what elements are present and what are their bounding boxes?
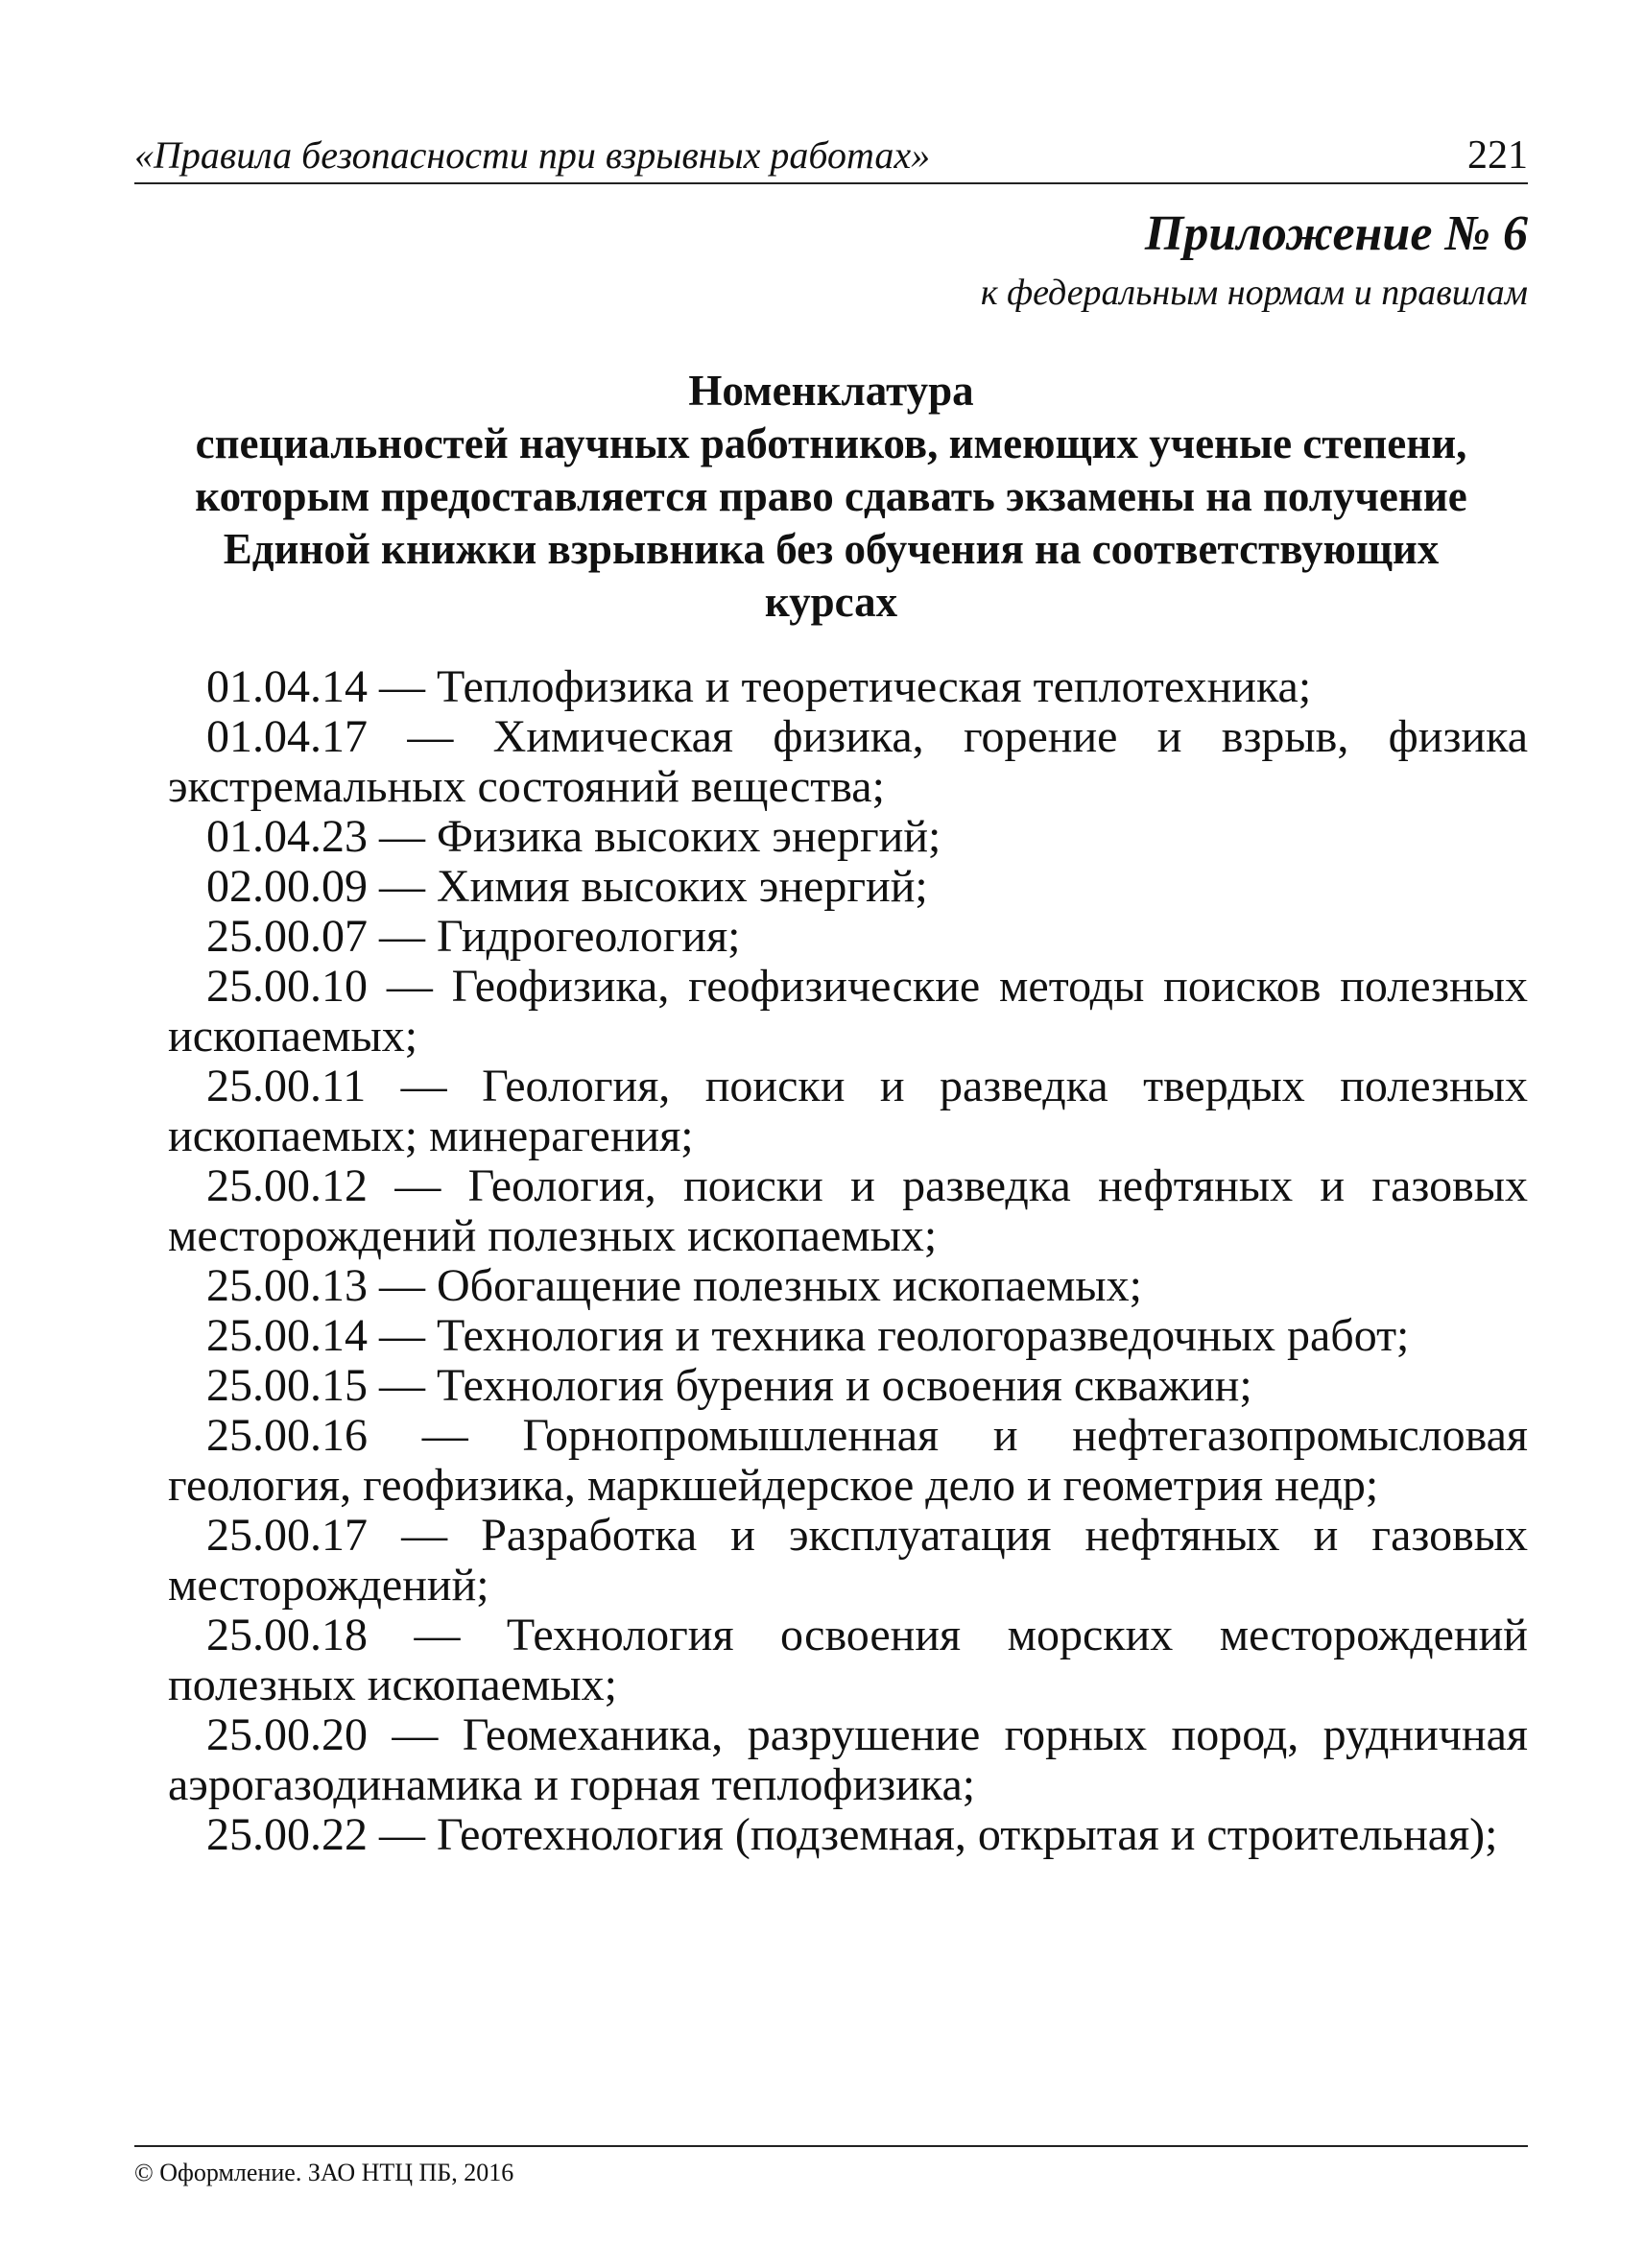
specialty-name: Обогащение полезных ископаемых; — [437, 1260, 1142, 1311]
specialty-code: 25.00.18 — [206, 1610, 368, 1660]
specialty-code: 25.00.17 — [206, 1510, 368, 1561]
specialty-code: 25.00.10 — [206, 961, 368, 1012]
specialty-name: Теплофизика и теоретическая теплотехника; — [437, 661, 1312, 712]
specialty-name: Геология, поиски и разведка нефтяных и газовых месторождений полезных ископаемых; — [168, 1160, 1528, 1261]
list-item: 01.04.17 — Химическая физика, горение и взрыв, физика экстремальных состояний вещества; — [168, 711, 1528, 812]
specialty-code: 25.00.13 — [206, 1260, 368, 1311]
list-item: 01.04.23 — Физика высоких энергий; — [206, 811, 941, 862]
running-title: «Правила безопасности при взрывных работах» — [134, 133, 931, 177]
specialty-code: 25.00.07 — [206, 911, 368, 962]
specialty-code: 02.00.09 — [206, 861, 368, 912]
specialty-name: Химическая физика, горение и взрыв, физика экстремальных состояний вещества; — [168, 711, 1528, 812]
list-item: 25.00.16 — Горнопромышленная и нефтегазопромысловая геология, геофизика, маркшейдерское дело и геометрия недр; — [168, 1410, 1529, 1511]
specialty-name: Геофизика, геофизические методы поисков полезных ископаемых; — [168, 961, 1528, 1062]
specialty-code: 25.00.15 — [206, 1360, 368, 1411]
specialty-code: 25.00.16 — [206, 1410, 368, 1461]
title-line: курсах — [764, 578, 898, 626]
page-number: 221 — [1467, 133, 1528, 178]
list-item: 25.00.17 — Разработка и эксплуатация нефтяных и газовых месторождений; — [168, 1510, 1528, 1611]
list-item: 25.00.11 — Геология, поиски и разведка твердых полезных ископаемых; минерагения; — [168, 1061, 1529, 1161]
list-item: 25.00.18 — Технология освоения морских месторождений полезных ископаемых; — [168, 1610, 1528, 1710]
footer-divider — [134, 2145, 1528, 2147]
specialty-code: 01.04.17 — [206, 711, 368, 762]
specialty-list — [168, 662, 1528, 1860]
specialty-name: Геология, поиски и разведка твердых полезных ископаемых; минерагения; — [168, 1061, 1529, 1161]
specialty-name: Геомеханика, разрушение горных пород, рудничная аэрогазодинамика и горная теплофизика; — [168, 1709, 1528, 1810]
title-line: Единой книжки взрывника без обучения на соответствующих — [223, 525, 1440, 573]
specialty-code: 01.04.14 — [206, 661, 368, 712]
title-line: специальностей научных работников, имеющих ученые степени, — [195, 419, 1467, 467]
list-item: 25.00.15 — Технология бурения и освоения скважин; — [206, 1360, 1252, 1411]
specialty-name: Физика высоких энергий; — [437, 811, 941, 862]
specialty-code: 25.00.11 — [206, 1061, 367, 1111]
specialty-code: 01.04.23 — [206, 811, 368, 862]
list-item: 01.04.14 — Теплофизика и теоретическая теплотехника; — [206, 661, 1312, 712]
list-item: 25.00.07 — Гидрогеология; — [206, 911, 741, 962]
list-item: 25.00.20 — Геомеханика, разрушение горных пород, рудничная аэрогазодинамика и горная теплофизика; — [168, 1709, 1528, 1810]
list-item: 25.00.22 — Геотехнология (подземная, открытая и строительная); — [206, 1809, 1498, 1860]
list-item: 02.00.09 — Химия высоких энергий; — [206, 861, 928, 912]
title-line: Номенклатура — [688, 367, 974, 415]
specialty-name: Геотехнология (подземная, открытая и строительная); — [437, 1809, 1498, 1860]
appendix-label: Приложение № 6 — [1144, 206, 1528, 261]
list-item: 25.00.13 — Обогащение полезных ископаемых; — [206, 1260, 1142, 1311]
specialty-code: 25.00.22 — [206, 1809, 368, 1860]
specialty-name: Горнопромышленная и нефтегазопромысловая геология, геофизика, маркшейдерское дело и геометрия недр; — [168, 1410, 1529, 1511]
list-item: 25.00.14 — Технология и техника геологоразведочных работ; — [206, 1310, 1410, 1361]
specialty-code: 25.00.14 — [206, 1310, 368, 1361]
document-title — [134, 365, 1528, 629]
specialty-name: Химия высоких энергий; — [437, 861, 928, 912]
specialty-name: Технология освоения морских месторождений полезных ископаемых; — [168, 1610, 1528, 1710]
specialty-name: Технология и техника геологоразведочных работ; — [437, 1310, 1410, 1361]
specialty-name: Технология бурения и освоения скважин; — [437, 1360, 1252, 1411]
specialty-name: Разработка и эксплуатация нефтяных и газовых месторождений; — [168, 1510, 1528, 1611]
specialty-code: 25.00.12 — [206, 1160, 368, 1211]
list-item: 25.00.12 — Геология, поиски и разведка нефтяных и газовых месторождений полезных ископаемых; — [168, 1160, 1528, 1261]
running-header — [134, 134, 1528, 184]
list-item: 25.00.10 — Геофизика, геофизические методы поисков полезных ископаемых; — [168, 961, 1528, 1062]
appendix-subtitle: к федеральным нормам и правилам — [980, 273, 1528, 313]
title-line: которым предоставляется право сдавать экзамены на получение — [195, 472, 1467, 520]
copyright-notice: © Оформление. ЗАО НТЦ ПБ, 2016 — [134, 2159, 514, 2186]
specialty-name: Гидрогеология; — [437, 911, 741, 962]
specialty-code: 25.00.20 — [206, 1709, 368, 1760]
